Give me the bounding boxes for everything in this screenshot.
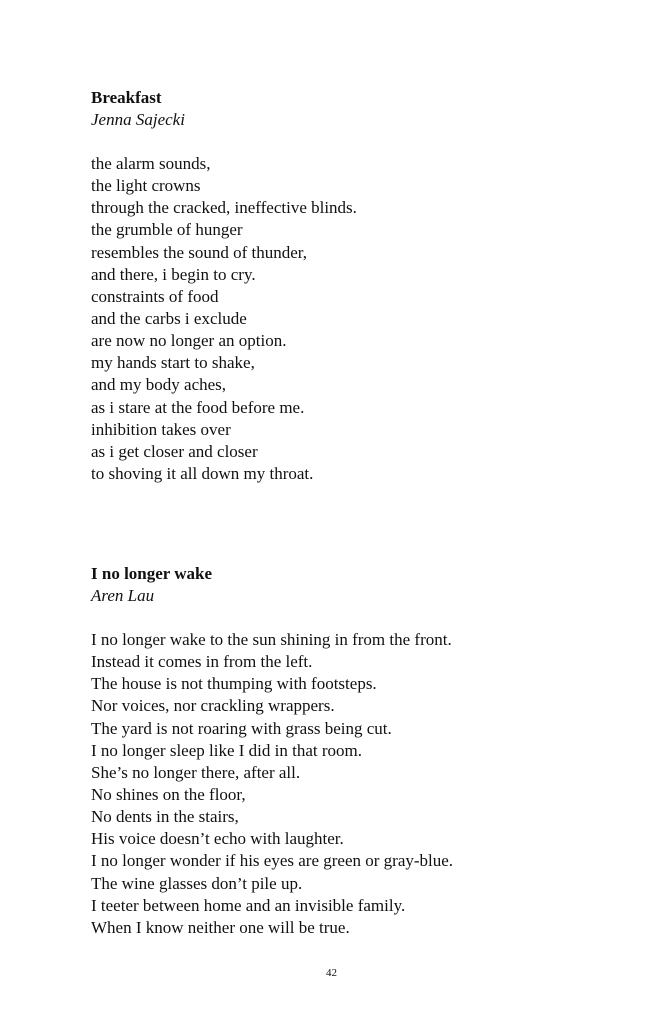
- poem-line: inhibition takes over: [91, 419, 231, 439]
- poem-title: I no longer wake: [91, 564, 213, 583]
- poem-line: The house is not thumping with footsteps.: [91, 674, 377, 694]
- poem-line: constraints of food: [91, 286, 219, 306]
- poem-author: Jenna Sajecki: [91, 110, 185, 129]
- poem-line: The yard is not roaring with grass being cut.: [91, 718, 392, 738]
- poem-line: the grumble of hunger: [91, 220, 243, 240]
- poem-line: Nor voices, nor crackling wrappers.: [91, 696, 335, 716]
- poem-line: resembles the sound of thunder,: [91, 242, 308, 262]
- poem-line: to shoving it all down my throat.: [91, 463, 314, 483]
- poem-line: No dents in the stairs,: [91, 807, 239, 827]
- poem-title: Breakfast: [91, 88, 162, 107]
- poem-line: I no longer sleep like I did in that room.: [91, 740, 362, 760]
- poem-line: His voice doesn’t echo with laughter.: [91, 829, 344, 849]
- poem-author: Aren Lau: [91, 586, 155, 605]
- poem-line: the alarm sounds,: [91, 154, 211, 173]
- poem-line: Instead it comes in from the left.: [91, 652, 313, 672]
- poem-line: I no longer wake to the sun shining in from the front.: [91, 630, 452, 649]
- poem-line: I teeter between home and an invisible family.: [91, 895, 406, 915]
- poem-i-no-longer-wake: [91, 563, 631, 939]
- poem-body: [91, 629, 631, 939]
- poem-line: as i get closer and closer: [91, 441, 258, 461]
- poem-breakfast: [91, 87, 631, 485]
- poem-line: I no longer wonder if his eyes are green or gray-blue.: [91, 851, 454, 871]
- page-number: 42: [326, 967, 337, 979]
- poem-line: The wine glasses don’t pile up.: [91, 873, 303, 893]
- poem-line: When I know neither one will be true.: [91, 917, 350, 937]
- poem-line: through the cracked, ineffective blinds.: [91, 198, 357, 218]
- poem-line: She’s no longer there, after all.: [91, 762, 301, 782]
- poem-line: are now no longer an option.: [91, 331, 287, 351]
- poem-line: as i stare at the food before me.: [91, 397, 305, 417]
- poem-body: [91, 153, 631, 485]
- poem-line: and the carbs i exclude: [91, 308, 247, 328]
- poem-line: my hands start to shake,: [91, 353, 255, 373]
- poem-line: and there, i begin to cry.: [91, 264, 256, 284]
- poem-line: the light crowns: [91, 176, 201, 196]
- poem-line: and my body aches,: [91, 375, 227, 395]
- poem-line: No shines on the floor,: [91, 784, 246, 804]
